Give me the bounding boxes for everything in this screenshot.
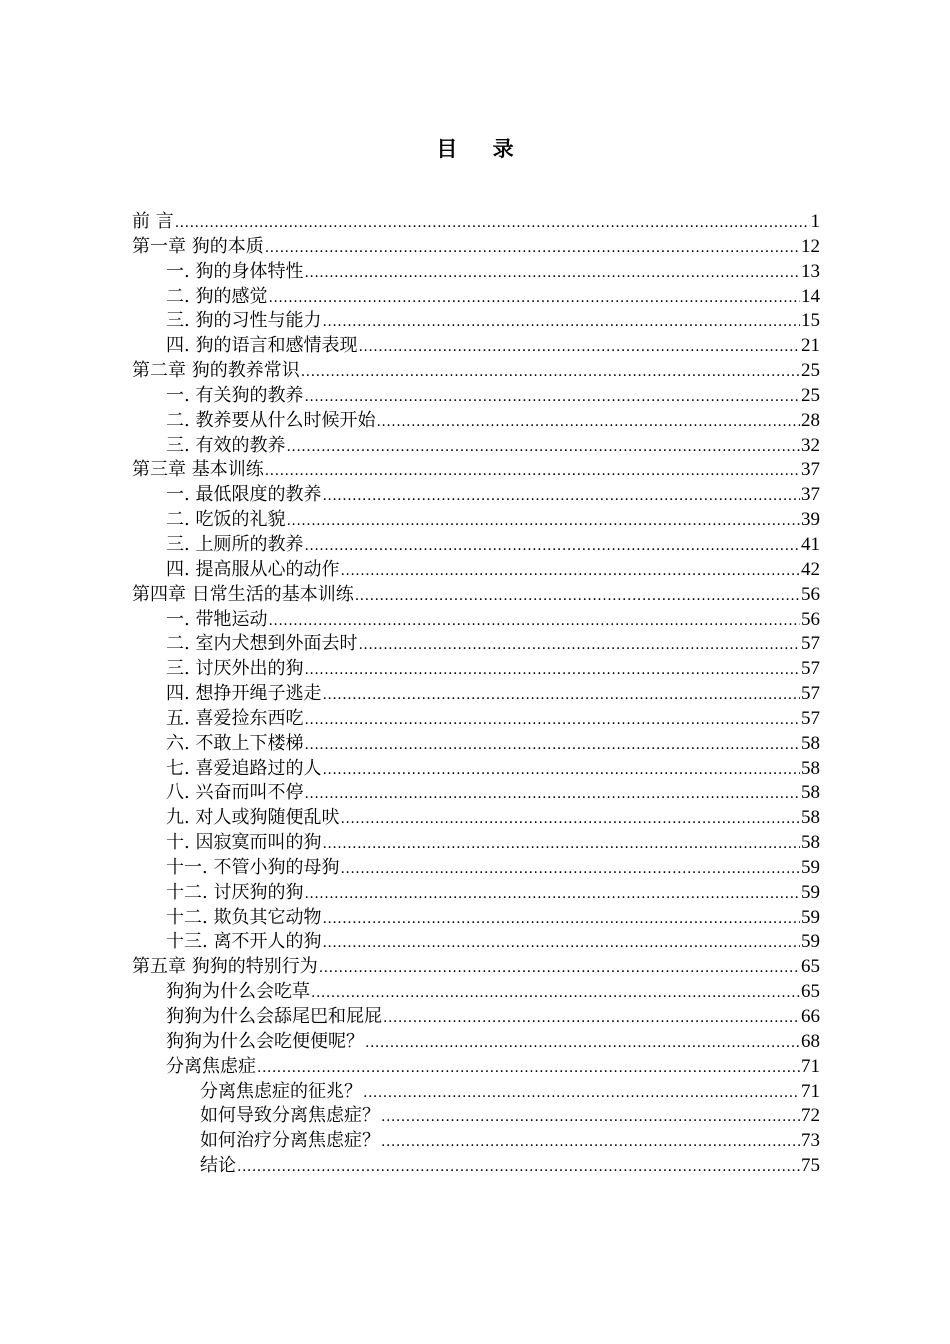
toc-entry-label: 十一. 不管小狗的母狗	[166, 856, 340, 878]
toc-entry-label: 第四章 日常生活的基本训练	[132, 583, 354, 605]
dot-leader	[319, 955, 800, 981]
toc-entry-page-number: 58	[801, 832, 820, 854]
toc-entry-label: 如何治疗分离焦虑症？	[200, 1130, 380, 1152]
toc-entry[interactable]	[132, 930, 820, 955]
dot-leader	[304, 384, 800, 410]
toc-entry-label: 二. 吃饭的礼貌	[166, 509, 286, 531]
toc-entry-page-number: 58	[801, 782, 820, 804]
toc-entry-page-number: 13	[801, 260, 820, 282]
toc-entry[interactable]	[132, 831, 820, 856]
dot-leader	[237, 1154, 800, 1180]
dot-leader	[311, 980, 800, 1006]
dot-leader	[358, 632, 800, 658]
toc-entry-label: 六. 不敢上下楼梯	[166, 732, 304, 754]
toc-entry-label: 四. 提高服从心的动作	[166, 558, 340, 580]
toc-entry-label: 三. 有效的教养	[166, 434, 286, 456]
dot-leader	[304, 707, 800, 733]
toc-entry[interactable]	[132, 980, 820, 1005]
toc-entry-page-number: 32	[801, 434, 820, 456]
dot-leader	[265, 235, 800, 261]
dot-leader	[363, 1080, 800, 1106]
dot-leader	[322, 906, 800, 932]
toc-entry[interactable]	[132, 881, 820, 906]
dot-leader	[358, 334, 800, 360]
toc-entry[interactable]	[132, 757, 820, 782]
dot-leader	[340, 558, 800, 584]
dot-leader	[268, 285, 800, 311]
dot-leader	[265, 458, 800, 484]
toc-entry-page-number: 39	[801, 509, 820, 531]
toc-entry-label: 三. 讨厌外出的狗	[166, 658, 304, 680]
toc-entry-label: 九. 对人或狗随便乱吠	[166, 807, 340, 829]
toc-entry-label: 一. 最低限度的教养	[166, 484, 322, 506]
toc-entry[interactable]	[132, 955, 820, 980]
page-title: 目 录	[436, 136, 528, 161]
toc-entry[interactable]	[132, 732, 820, 757]
toc-entry-label: 一. 有关狗的教养	[166, 384, 304, 406]
toc-entry-page-number: 42	[801, 558, 820, 580]
toc-entry-page-number: 37	[801, 484, 820, 506]
dot-leader	[175, 210, 810, 236]
toc-entry[interactable]	[132, 409, 820, 434]
toc-entry-label: 三. 上厕所的教养	[166, 533, 304, 555]
toc-entry[interactable]	[132, 608, 820, 633]
toc-entry[interactable]	[132, 906, 820, 931]
toc-entry-label: 狗狗为什么会舔尾巴和屁屁	[166, 1006, 382, 1027]
toc-entry-page-number: 59	[801, 881, 820, 903]
toc-entry-label: 四. 狗的语言和感情表现	[166, 335, 358, 357]
dot-leader	[340, 806, 800, 832]
toc-entry[interactable]	[132, 1129, 820, 1154]
dot-leader	[322, 757, 800, 783]
toc-entry-page-number: 15	[801, 310, 820, 332]
toc-entry-page-number: 65	[801, 956, 820, 978]
toc-entry[interactable]	[132, 359, 820, 384]
toc-entry-label: 二. 室内犬想到外面去时	[166, 633, 358, 655]
toc-entry-label: 狗狗为什么会吃草	[166, 981, 310, 1003]
dot-leader	[376, 409, 800, 435]
toc-entry-page-number: 58	[801, 757, 820, 779]
toc-entry-label: 一. 狗的身体特性	[166, 260, 304, 282]
dot-leader	[257, 1055, 800, 1081]
toc-entry-page-number: 68	[801, 1030, 820, 1052]
toc-entry-page-number: 65	[801, 981, 820, 1003]
toc-entry-page-number: 66	[801, 1006, 820, 1027]
toc-entry[interactable]	[132, 434, 820, 459]
toc-entry-label: 二. 狗的感觉	[166, 285, 268, 307]
toc-entry-label: 十三. 离不开人的狗	[166, 931, 322, 953]
toc-entry-page-number: 57	[801, 633, 820, 655]
dot-leader	[381, 1104, 800, 1130]
toc-entry[interactable]	[132, 657, 820, 682]
toc-entry-page-number: 75	[801, 1155, 820, 1177]
toc-entry[interactable]	[132, 583, 820, 608]
dot-leader	[304, 881, 800, 907]
dot-leader	[304, 533, 800, 559]
toc-entry-label: 三. 狗的习性与能力	[166, 310, 322, 332]
toc-entry-label: 第一章 狗的本质	[132, 235, 264, 257]
toc-entry-page-number: 57	[801, 707, 820, 729]
toc-entry-page-number: 21	[801, 335, 820, 357]
dot-leader	[286, 508, 800, 534]
toc-entry[interactable]	[132, 483, 820, 508]
toc-entry[interactable]	[132, 806, 820, 831]
toc-entry[interactable]	[132, 309, 820, 334]
toc-entry-label: 十二. 讨厌狗的狗	[166, 881, 304, 903]
toc-entry[interactable]	[132, 1104, 820, 1129]
dot-leader	[340, 856, 800, 882]
toc-entry[interactable]	[132, 508, 820, 533]
toc-entry-page-number: 37	[801, 459, 820, 481]
toc-entry-label: 第二章 狗的教养常识	[132, 360, 300, 382]
toc-entry-label: 五. 喜爱捡东西吃	[166, 707, 304, 729]
toc-entry[interactable]	[132, 260, 820, 285]
toc-entry[interactable]	[132, 210, 820, 235]
toc-entry-label: 二. 教养要从什么时候开始	[166, 409, 376, 431]
toc-entry-page-number: 59	[801, 906, 820, 928]
dot-leader	[286, 434, 800, 460]
toc-entry-label: 十. 因寂寞而叫的狗	[166, 832, 322, 854]
toc-entry-page-number: 1	[810, 211, 820, 232]
table-of-contents	[132, 210, 820, 1179]
toc-entry-page-number: 56	[801, 608, 820, 630]
toc-entry-page-number: 71	[801, 1080, 820, 1102]
toc-entry[interactable]	[132, 384, 820, 409]
toc-entry-page-number: 58	[801, 807, 820, 829]
toc-entry-page-number: 73	[801, 1130, 820, 1152]
toc-entry-label: 如何导致分离焦虑症？	[200, 1105, 380, 1127]
toc-entry-page-number: 41	[801, 533, 820, 555]
toc-entry[interactable]	[132, 856, 820, 881]
dot-leader	[322, 930, 800, 956]
toc-entry-label: 第五章 狗狗的特别行为	[132, 956, 318, 978]
toc-entry[interactable]	[132, 682, 820, 707]
dot-leader	[365, 1030, 800, 1056]
toc-entry[interactable]	[132, 334, 820, 359]
toc-entry-page-number: 59	[801, 931, 820, 953]
toc-entry[interactable]	[132, 1030, 820, 1055]
dot-leader	[355, 583, 800, 609]
toc-entry-page-number: 71	[801, 1055, 820, 1077]
toc-entry-page-number: 25	[801, 360, 820, 382]
toc-entry-label: 第三章 基本训练	[132, 459, 264, 481]
dot-leader	[322, 309, 800, 335]
toc-entry[interactable]	[132, 1080, 820, 1105]
toc-entry[interactable]	[132, 707, 820, 732]
toc-entry-page-number: 28	[801, 409, 820, 431]
toc-entry[interactable]	[132, 1005, 820, 1030]
dot-leader	[268, 608, 800, 634]
toc-entry-label: 八. 兴奋而叫不停	[166, 782, 304, 804]
dot-leader	[304, 657, 800, 683]
toc-entry-label: 狗狗为什么会吃便便呢？	[166, 1030, 364, 1052]
toc-entry-label: 分离焦虑症	[166, 1055, 256, 1077]
dot-leader	[322, 682, 800, 708]
toc-entry-page-number: 56	[801, 583, 820, 605]
dot-leader	[322, 483, 800, 509]
dot-leader	[322, 831, 800, 857]
toc-entry-label: 十二. 欺负其它动物	[166, 906, 322, 928]
toc-entry[interactable]	[132, 285, 820, 310]
toc-entry[interactable]	[132, 235, 820, 260]
toc-entry-page-number: 59	[801, 856, 820, 878]
toc-entry[interactable]	[132, 632, 820, 657]
toc-entry-page-number: 25	[801, 384, 820, 406]
dot-leader	[304, 732, 800, 758]
toc-entry-label: 前 言	[132, 211, 174, 232]
toc-entry[interactable]	[132, 458, 820, 483]
toc-entry-label: 分离焦虑症的征兆？	[200, 1080, 362, 1102]
toc-entry-page-number: 72	[801, 1105, 820, 1127]
toc-entry-label: 结论	[200, 1155, 236, 1177]
toc-entry[interactable]	[132, 781, 820, 806]
dot-leader	[301, 359, 800, 385]
dot-leader	[383, 1005, 800, 1031]
toc-entry-label: 一. 带牠运动	[166, 608, 268, 630]
toc-entry-label: 七. 喜爱追路过的人	[166, 757, 322, 779]
toc-entry[interactable]	[132, 1055, 820, 1080]
dot-leader	[381, 1129, 800, 1155]
dot-leader	[304, 260, 800, 286]
toc-entry-page-number: 58	[801, 732, 820, 754]
toc-entry[interactable]	[132, 533, 820, 558]
toc-entry-page-number: 57	[801, 683, 820, 705]
toc-entry[interactable]	[132, 558, 820, 583]
toc-entry-page-number: 12	[801, 235, 820, 257]
toc-entry-page-number: 14	[801, 285, 820, 307]
toc-entry-page-number: 57	[801, 658, 820, 680]
dot-leader	[304, 781, 800, 807]
toc-entry[interactable]	[132, 1154, 820, 1179]
toc-entry-label: 四. 想挣开绳子逃走	[166, 683, 322, 705]
